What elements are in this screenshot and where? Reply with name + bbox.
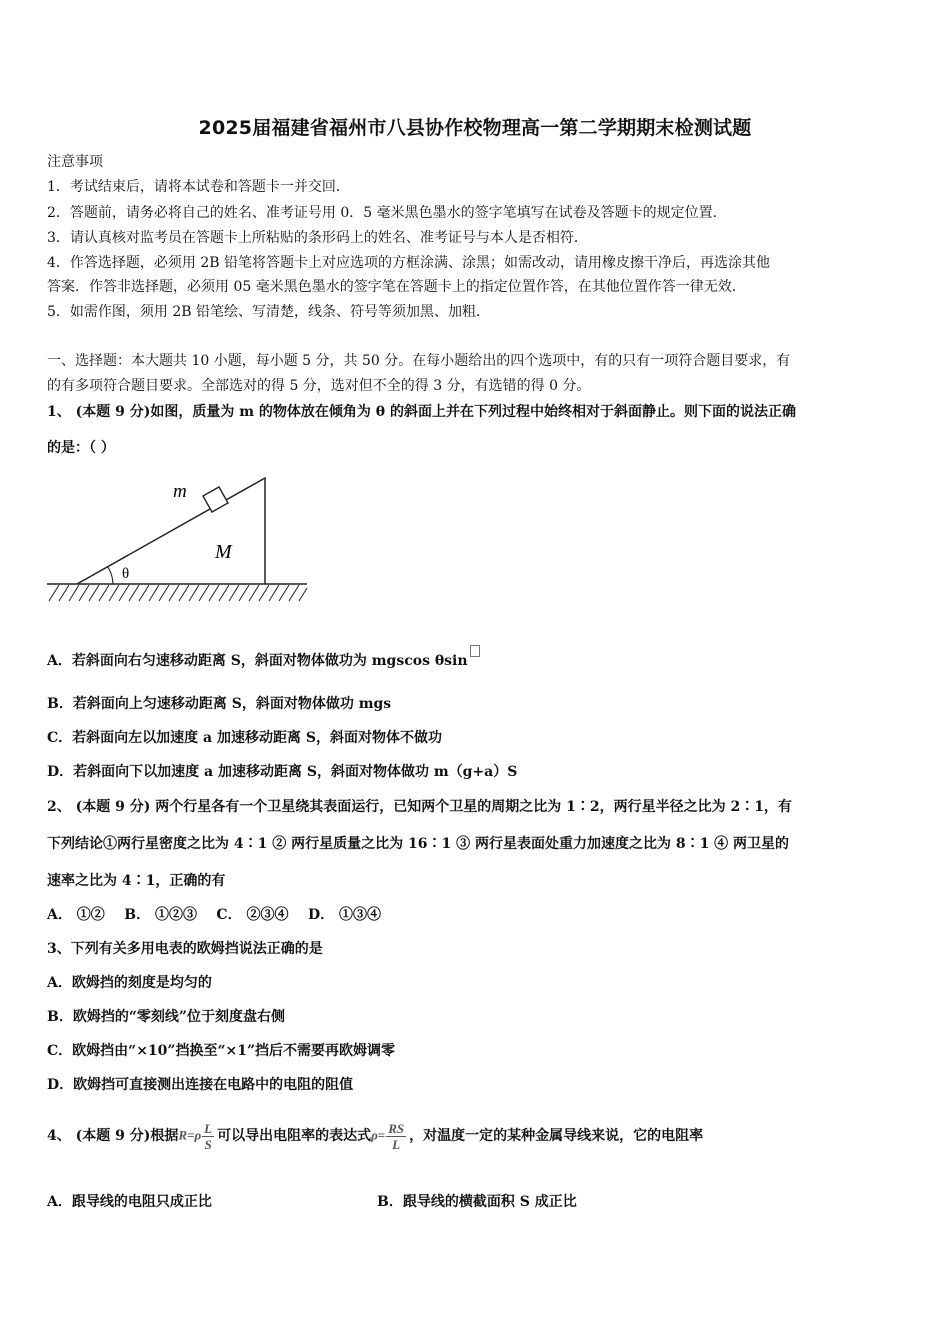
exam-title: 2025届福建省福州市八县协作校物理高一第二学期期末检测试题 <box>198 117 752 139</box>
incline-figure <box>45 470 310 605</box>
q1-option-b: B．若斜面向上匀速移动距离 S，斜面对物体做功 mgs <box>47 696 392 712</box>
q3-stem: 3、下列有关多用电表的欧姆挡说法正确的是 <box>47 941 323 957</box>
section-intro-2: 的有多项符合题目要求。全部选对的得 5 分，选对但不全的得 3 分，有选错的得 0 分。 <box>47 378 591 394</box>
q2-stem-1: 2、 (本题 9 分) 两个行星各有一个卫星绕其表面运行，已知两个卫星的周期之比为 1∶2，两行星半径之比为 2∶1，有 <box>47 799 792 815</box>
q4-middle: 可以导出电阻率的表达式 <box>217 1128 372 1144</box>
q4-option-b: B．跟导线的横截面积 S 成正比 <box>377 1194 577 1210</box>
ground-hatching <box>49 585 307 601</box>
q3-option-d: D．欧姆挡可直接测出连接在电路中的电阻的阻值 <box>47 1077 354 1093</box>
resistivity-formula-den: L <box>392 1136 401 1152</box>
resistance-formula-den: S <box>204 1136 212 1152</box>
notes-heading: 注意事项 <box>47 154 103 170</box>
q2-options: A． ①② B． ①②③ C． ②③④ D． ①③④ <box>47 907 381 923</box>
resistivity-formula <box>371 1121 409 1152</box>
mass-block-label: m <box>173 481 187 502</box>
incline-wedge <box>77 478 265 584</box>
note-item-4-cont: 答案．作答非选择题，必须用 05 毫米黑色墨水的签字笔在答题卡上的指定位置作答，在其他位置作答一律无效． <box>47 279 746 295</box>
q1-stem-1: 1、 (本题 9 分)如图，质量为 m 的物体放在倾角为 θ 的斜面上并在下列过程中始终相对于斜面静止。则下面的说法正确 <box>47 404 796 420</box>
q1-option-a <box>47 645 912 671</box>
q4-prefix: 4、 (本题 9 分)根据 <box>47 1128 179 1144</box>
resistance-formula-lhs: R=ρ <box>178 1126 202 1142</box>
q3-option-c: C．欧姆挡由“×10”挡换至“×1”挡后不需要再欧姆调零 <box>47 1043 396 1059</box>
resistance-formula-num: L <box>204 1120 213 1136</box>
angle-arc <box>108 567 113 584</box>
note-item-4: 4．作答选择题，必须用 2B 铅笔将答题卡上对应选项的方框涂满、涂黑；如需改动，请用橡皮擦干净后，再选涂其他 <box>47 255 770 271</box>
resistivity-formula-lhs: ρ= <box>371 1126 386 1142</box>
resistance-formula-fraction <box>202 1121 214 1152</box>
q1-stem-2: 的是：（ ） <box>47 440 115 456</box>
note-item-5: 5．如需作图，须用 2B 铅笔绘、写清楚，线条、符号等须加黑、加粗． <box>47 304 491 320</box>
section-intro-1: 一、选择题：本大题共 10 小题，每小题 5 分，共 50 分。在每小题给出的四个选项中，有的只有一项符合题目要求，有 <box>47 353 791 369</box>
q4-stem <box>47 1116 912 1156</box>
q1-option-d: D．若斜面向下以加速度 a 加速移动距离 S，斜面对物体做功 m（g+a）S <box>47 764 518 780</box>
q4-suffix: ，对温度一定的某种金属导线来说，它的电阻率 <box>409 1128 704 1144</box>
note-item-1: 1．考试结束后，请将本试卷和答题卡一并交回． <box>47 179 350 195</box>
note-item-3: 3．请认真核对监考员在答题卡上所粘贴的条形码上的姓名、准考证号与本人是否相符． <box>47 230 588 246</box>
q4-option-a: A．跟导线的电阻只成正比 <box>47 1194 212 1210</box>
mass-block <box>203 487 228 512</box>
q3-option-b: B．欧姆挡的“零刻线”位于刻度盘右侧 <box>47 1009 285 1025</box>
missing-glyph-icon <box>470 645 480 657</box>
note-item-2: 2．答题前，请务必将自己的姓名、准考证号用 0．5 毫米黑色墨水的签字笔填写在试卷及答题卡的规定位置． <box>47 205 727 221</box>
resistance-formula <box>178 1121 217 1152</box>
q2-stem-2: 下列结论①两行星密度之比为 4∶1 ② 两行星质量之比为 16∶1 ③ 两行星表面处重力加速度之比为 8∶1 ④ 两卫星的 <box>47 836 790 852</box>
q3-option-a: A．欧姆挡的刻度是均匀的 <box>47 975 212 991</box>
wedge-label: M <box>215 541 232 563</box>
resistivity-formula-num: RS <box>388 1120 405 1136</box>
angle-label: θ <box>122 566 130 582</box>
q2-stem-3: 速率之比为 4∶1，正确的有 <box>47 873 226 889</box>
resistivity-formula-fraction <box>386 1121 406 1152</box>
q1-option-a-text: A．若斜面向右匀速移动距离 S，斜面对物体做功为 mgscos θsin <box>47 653 468 669</box>
q1-option-c: C．若斜面向左以加速度 a 加速移动距离 S，斜面对物体不做功 <box>47 730 442 746</box>
